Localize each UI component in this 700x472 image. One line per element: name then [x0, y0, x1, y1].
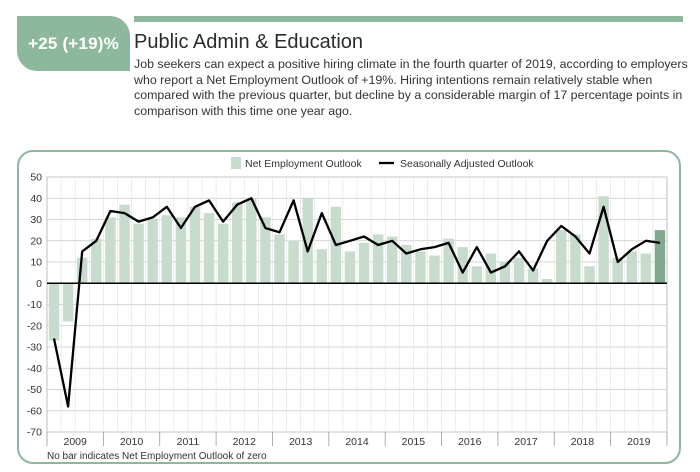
legend-swatch-bar [231, 157, 241, 169]
net-outlook-bar [288, 241, 298, 284]
net-outlook-bar [190, 207, 200, 284]
x-year-label: 2015 [401, 436, 426, 448]
net-outlook-bar [133, 224, 143, 284]
net-outlook-bar [345, 251, 355, 283]
net-outlook-bar [486, 254, 496, 284]
x-year-label: 2018 [570, 436, 595, 448]
net-outlook-bar [429, 256, 439, 284]
summary-paragraph: Job seekers can expect a positive hiring climate in the fourth quarter of 2019, according to employers who report a Net Employment Outlook of +19%. Hiring intentions remain relatively stable when compared with the previous quarter, but decline by a considerable margin of 17 percentage points in comparison with this time one year ago. [134, 57, 688, 118]
outlook-badge: +25 (+19)% [17, 16, 130, 71]
y-tick-label: 40 [30, 192, 42, 205]
x-year-label: 2012 [232, 436, 256, 448]
net-outlook-bar [556, 230, 566, 283]
x-year-label: 2016 [458, 436, 482, 448]
y-tick-label: 30 [30, 214, 42, 226]
net-outlook-bar [204, 213, 214, 283]
x-year-label: 2009 [63, 436, 87, 448]
y-tick-label: 50 [30, 171, 42, 184]
y-tick-label: -20 [26, 320, 42, 333]
legend-label-net: Net Employment Outlook [245, 158, 362, 170]
x-year-label: 2013 [288, 436, 313, 448]
net-outlook-bar [415, 251, 425, 283]
net-outlook-bar [246, 198, 256, 283]
net-outlook-bar [91, 239, 101, 284]
net-outlook-bar [514, 258, 524, 284]
net-outlook-bar [359, 243, 369, 283]
y-tick-label: -40 [26, 362, 42, 375]
page-title: Public Admin & Education [134, 31, 364, 53]
x-year-label: 2011 [176, 436, 200, 448]
y-tick-label: -30 [26, 341, 42, 354]
x-year-label: 2010 [119, 436, 144, 448]
net-outlook-bar [641, 254, 651, 284]
y-tick-label: 10 [30, 256, 42, 269]
net-outlook-bar [232, 203, 242, 284]
y-tick-label: -60 [26, 405, 42, 418]
chart-footnote: No bar indicates Net Employment Outlook of zero [47, 451, 267, 462]
y-tick-label: -70 [26, 426, 42, 439]
net-outlook-bar [274, 234, 284, 283]
y-tick-label: -50 [26, 384, 42, 396]
net-outlook-bar [105, 217, 115, 283]
net-outlook-bar [218, 224, 228, 284]
net-outlook-bar [147, 220, 157, 284]
net-outlook-bar [472, 266, 482, 283]
chart-legend [231, 157, 534, 170]
legend-label-seasonal: Seasonally Adjusted Outlook [400, 158, 534, 170]
net-outlook-bar [317, 249, 327, 283]
net-outlook-bar [584, 266, 594, 283]
x-year-label: 2014 [345, 436, 369, 448]
y-tick-label: 0 [36, 277, 42, 290]
net-outlook-bar [655, 230, 665, 283]
net-outlook-bar [627, 251, 637, 283]
net-outlook-bar [162, 215, 172, 283]
x-year-label: 2019 [627, 436, 651, 448]
y-tick-label: -10 [26, 299, 42, 311]
x-year-label: 2017 [514, 436, 538, 448]
y-tick-label: 20 [30, 235, 42, 248]
net-outlook-bar [49, 283, 59, 340]
net-outlook-bar [63, 283, 73, 321]
